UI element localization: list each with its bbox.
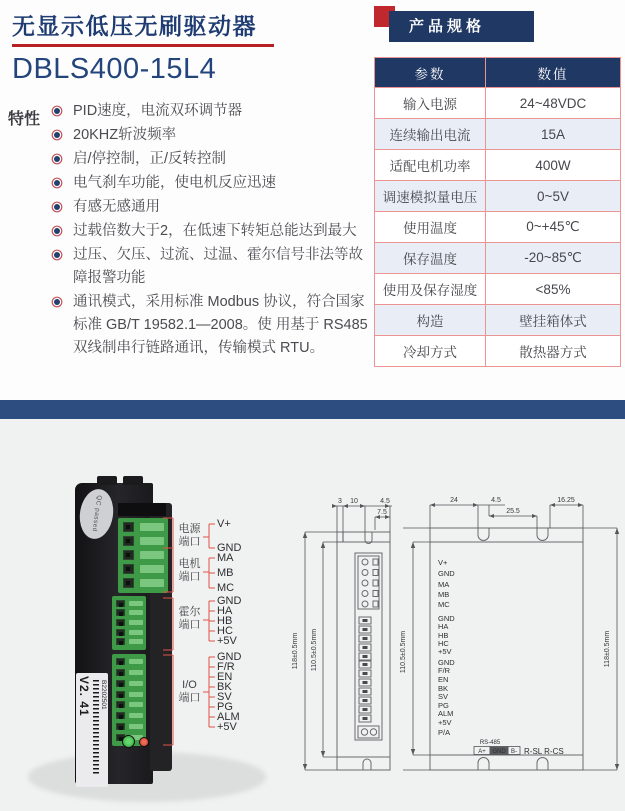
svg-text:SV: SV [438, 692, 449, 701]
pin-label: V+ [217, 518, 231, 530]
col-header-param: 参数 [375, 58, 486, 88]
dim-label: 24 [450, 497, 458, 504]
pin-label: BK [217, 681, 232, 693]
dim-label: 3 [338, 498, 342, 505]
param-cell: 适配电机功率 [375, 150, 486, 181]
param-cell: 连续输出电流 [375, 119, 486, 150]
table-row [375, 243, 621, 274]
io-connector [112, 654, 146, 746]
svg-text:MA: MA [438, 580, 450, 589]
dim-label-height-inner: 110.5±0.5mm [311, 628, 318, 672]
feature-item [52, 172, 374, 195]
param-cell: 构造 [375, 305, 486, 336]
dim-label: 25.5 [506, 508, 520, 515]
feature-item [52, 148, 374, 171]
value-cell: 散热器方式 [486, 336, 621, 367]
power-motor-connector [118, 518, 168, 593]
svg-text:+5V: +5V [438, 718, 452, 727]
serial-number: B2202501 [100, 680, 107, 710]
svg-text:HC: HC [438, 639, 449, 648]
value-cell: 壁挂箱体式 [486, 305, 621, 336]
rs485-right-text: R-SL R-CS [524, 747, 564, 756]
dim-label: 4.5 [380, 498, 390, 505]
feature-text: 过压、欠压、过流、过温、霍尔信号非法等故障报警功能 [73, 247, 363, 286]
features-label: 特性 [8, 111, 41, 128]
bullet-icon [54, 180, 60, 186]
pin-label: MA [217, 552, 234, 564]
specs-table [374, 57, 621, 367]
port-label-io: I/O 端口 [178, 679, 201, 704]
feature-item [52, 291, 374, 360]
rs485-cell-b: B- [511, 749, 517, 755]
table-row [375, 119, 621, 150]
pin-label: GND [217, 542, 242, 554]
value-cell: 0~+45℃ [486, 212, 621, 243]
side-pin-list [438, 558, 455, 737]
title-underline [12, 44, 274, 47]
param-cell: 使用温度 [375, 212, 486, 243]
value-cell: <85% [486, 274, 621, 305]
port-label-power: 电源 端口 [178, 523, 201, 548]
green-led [122, 735, 135, 748]
param-cell: 输入电源 [375, 88, 486, 119]
rs485-cell-a: A+ [478, 749, 486, 755]
rs485-cell-gnd: GND [492, 749, 506, 755]
svg-text:MC: MC [438, 600, 450, 609]
value-cell: 24~48VDC [486, 88, 621, 119]
pin-label: ALM [217, 711, 240, 723]
bullet-icon [54, 204, 60, 210]
param-cell: 保存温度 [375, 243, 486, 274]
rs485-label: RS-485 [479, 740, 501, 746]
svg-text:P/A: P/A [438, 728, 451, 737]
feature-item [52, 124, 374, 147]
param-cell: 冷却方式 [375, 336, 486, 367]
terminal [118, 578, 168, 589]
feature-text: 20KHZ斩波频率 [73, 127, 177, 143]
qc-sticker-text: QC passed [90, 495, 103, 533]
feature-text: 电气刹车功能，使电机反应迅速 [73, 175, 276, 191]
terminal [112, 723, 146, 731]
dim-label: 4.5 [491, 497, 501, 504]
table-row [375, 150, 621, 181]
svg-text:F/R: F/R [438, 666, 451, 675]
pin-label: HC [217, 625, 233, 637]
side-dimension-lines [403, 505, 617, 770]
feature-text: 有感无感通用 [73, 199, 160, 215]
side-outline [430, 528, 583, 770]
bullet-icon [54, 299, 60, 305]
pin-label: PG [217, 701, 233, 713]
page-title: 无显示低压无刷驱动器 [12, 13, 257, 39]
param-cell: 调速模拟量电压 [375, 181, 486, 212]
terminal [118, 564, 168, 575]
feature-item [52, 220, 374, 243]
table-row [375, 305, 621, 336]
terminal [112, 680, 146, 688]
model-number: DBLS400-15L4 [12, 53, 217, 85]
pin-label: SV [217, 691, 232, 703]
feature-item [52, 244, 374, 290]
device-tab [123, 476, 143, 485]
terminal [112, 638, 146, 646]
bullet-icon [54, 156, 60, 162]
device-tab [97, 476, 117, 485]
dim-label-height-outer: 118±0.5mm [292, 632, 299, 670]
specs-section-title: 产品规格 [389, 11, 534, 42]
feature-text: PID速度，电流双环调节器 [73, 103, 243, 119]
dim-label: 10 [350, 498, 358, 505]
dim-label: 7.5 [377, 509, 387, 516]
bullet-icon [54, 228, 60, 234]
port-label-hall: 霍尔 端口 [178, 606, 201, 631]
pin-label: HA [217, 605, 233, 617]
terminal [112, 619, 146, 627]
value-cell: 0~5V [486, 181, 621, 212]
terminal [112, 629, 146, 637]
terminal [118, 522, 168, 533]
svg-text:ALM: ALM [438, 709, 454, 718]
front-dimension-drawing [288, 495, 400, 787]
barcode [93, 680, 99, 776]
svg-text:+5V: +5V [438, 647, 452, 656]
svg-text:PG: PG [438, 701, 449, 710]
dim-label-height-outer: 118±0.5mm [604, 630, 611, 668]
table-row [375, 336, 621, 367]
front-outline [337, 532, 390, 770]
svg-text:EN: EN [438, 675, 449, 684]
terminal [112, 691, 146, 699]
bullet-icon [54, 108, 60, 114]
pin-label: HB [217, 615, 233, 627]
svg-text:HB: HB [438, 631, 449, 640]
version-label [76, 673, 108, 787]
table-row [375, 274, 621, 305]
value-cell: -20~85℃ [486, 243, 621, 274]
hall-connector [112, 596, 146, 650]
table-row [375, 88, 621, 119]
bullet-icon [54, 252, 60, 258]
feature-text: 启/停控制，正/反转控制 [73, 151, 227, 167]
terminal [112, 658, 146, 666]
terminal [118, 550, 168, 561]
port-label-motor: 电机 端口 [178, 558, 201, 583]
feature-item [52, 196, 374, 219]
pin-label: MC [217, 582, 235, 594]
table-row [375, 181, 621, 212]
feature-text: 过载倍数大于2，在低速下转矩总能达到最大 [73, 223, 357, 239]
side-dimension-drawing [395, 495, 623, 787]
features-list [52, 100, 374, 361]
svg-text:MB: MB [438, 590, 450, 599]
param-cell: 使用及保存湿度 [375, 274, 486, 305]
pin-label: +5V [217, 635, 237, 647]
red-led [139, 737, 149, 747]
svg-text:V+: V+ [438, 558, 448, 567]
dim-label-height-inner: 110.5±0.5mm [400, 630, 407, 674]
pin-label: MB [217, 567, 234, 579]
value-cell: 15A [486, 119, 621, 150]
drawings-section [0, 419, 625, 811]
version-text: V2. 41 [77, 676, 91, 717]
svg-text:GND: GND [438, 658, 455, 667]
terminal [112, 669, 146, 677]
terminal [112, 600, 146, 608]
terminal [118, 536, 168, 547]
divider-band [0, 400, 625, 419]
terminal [112, 609, 146, 617]
table-row [375, 212, 621, 243]
pin-label: GND [217, 651, 242, 663]
pin-label: GND [217, 595, 242, 607]
pin-label: EN [217, 671, 233, 683]
svg-text:GND: GND [438, 614, 455, 623]
rs485-block [474, 740, 564, 756]
table-header-row [375, 58, 621, 88]
feature-item [52, 100, 374, 123]
dim-label: 16.25 [557, 497, 575, 504]
terminal [112, 701, 146, 709]
device-slot [118, 503, 166, 516]
pin-label: +5V [217, 721, 237, 733]
feature-text: 通讯模式，采用标准 Modbus 协议，符合国家标准 GB/T 19582.1—2008。使 用基于 RS485 双线制串行链路通讯，传输模式 RTU。 [73, 294, 368, 356]
svg-text:HA: HA [438, 622, 449, 631]
svg-text:BK: BK [438, 684, 449, 693]
pin-label: F/R [217, 661, 235, 673]
title-block [12, 8, 362, 86]
svg-text:GND: GND [438, 569, 455, 578]
bullet-icon [54, 132, 60, 138]
value-cell: 400W [486, 150, 621, 181]
col-header-value: 数值 [486, 58, 621, 88]
terminal [112, 712, 146, 720]
